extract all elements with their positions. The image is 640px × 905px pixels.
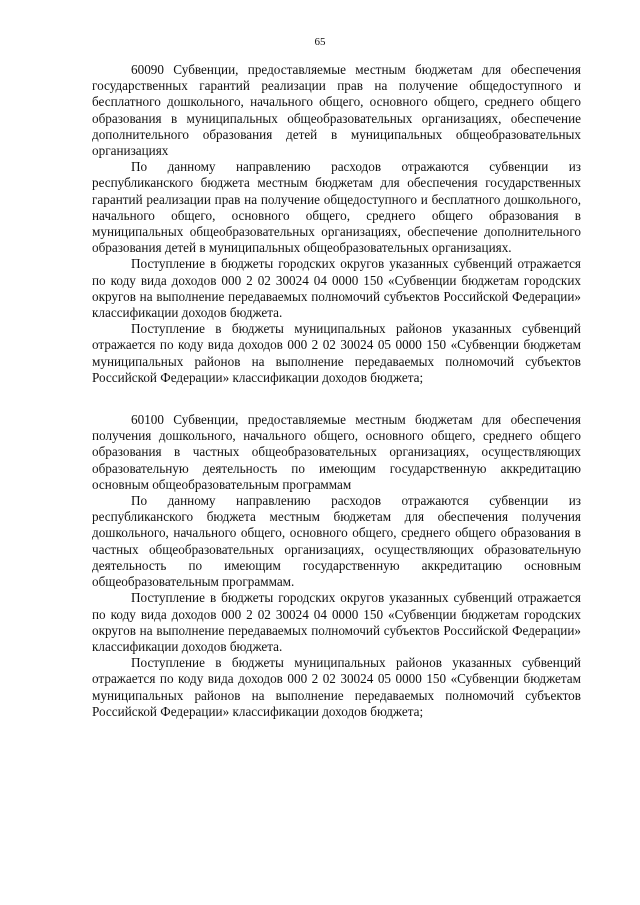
section-60090-city-districts-income: Поступление в бюджеты городских округов указанных субвенций отражается по коду вида доходов 000 2 02 30024 04 0000 150 «Субвенции бюджетам городских округов на выполнение передаваемых полномочий субъектов Российской Федерации» классификации доходов бюджета. (92, 256, 581, 321)
section-60090-description: По данному направлению расходов отражаются субвенции из республиканского бюджета местным бюджетам для обеспечения государственных гарантий реализации прав на получение общедоступного и бесплатного дошкольного, начального общего, основного общего, среднего общего образования в муниципальных общеобразовательных организациях, обеспечение дополнительного образования детей в муниципальных общеобразовательных организациях. (92, 159, 581, 256)
section-60090-municipal-districts-income: Поступление в бюджеты муниципальных районов указанных субвенций отражается по коду вида доходов 000 2 02 30024 05 0000 150 «Субвенции бюджетам муниципальных районов на выполнение передаваемых полномочий субъектов Российской Федерации» классификации доходов бюджета; (92, 321, 581, 385)
section-60100-description: По данному направлению расходов отражаются субвенции из республиканского бюджета местным бюджетам для обеспечения получения дошкольного, начального общего, основного общего, среднего общего образования в частных общеобразовательных организациях, осуществляющих образовательную деятельность по имеющим государственную аккредитацию основным общеобразовательным программам. (92, 493, 581, 590)
section-60100-city-districts-income: Поступление в бюджеты городских округов указанных субвенций отражается по коду вида доходов 000 2 02 30024 04 0000 150 «Субвенции бюджетам городских округов на выполнение передаваемых полномочий субъектов Российской Федерации» классификации доходов бюджета. (92, 590, 581, 654)
section-60100-heading: 60100 Субвенции, предоставляемые местным бюджетам для обеспечения получения дошкольного, начального общего, основного общего, среднего общего образования в частных общеобразовательных организациях, осуществляющих образовательную деятельность по имеющим государственную аккредитацию основным общеобразовательным программам (92, 412, 581, 492)
document-body (92, 62, 581, 720)
section-separator (92, 386, 581, 412)
section-60100-municipal-districts-income: Поступление в бюджеты муниципальных районов указанных субвенций отражается по коду вида доходов 000 2 02 30024 05 0000 150 «Субвенции бюджетам муниципальных районов на выполнение передаваемых полномочий субъектов Российской Федерации» классификации доходов бюджета; (92, 655, 581, 719)
section-60090-heading: 60090 Субвенции, предоставляемые местным бюджетам для обеспечения государственных гарантий реализации прав на получение общедоступного и бесплатного дошкольного, начального общего, основного общего, среднего общего образования в муниципальных общеобразовательных организациях, обеспечение дополнительного образования детей в муниципальных общеобразовательных организациях (92, 62, 581, 159)
page-number: 65 (314, 36, 326, 48)
